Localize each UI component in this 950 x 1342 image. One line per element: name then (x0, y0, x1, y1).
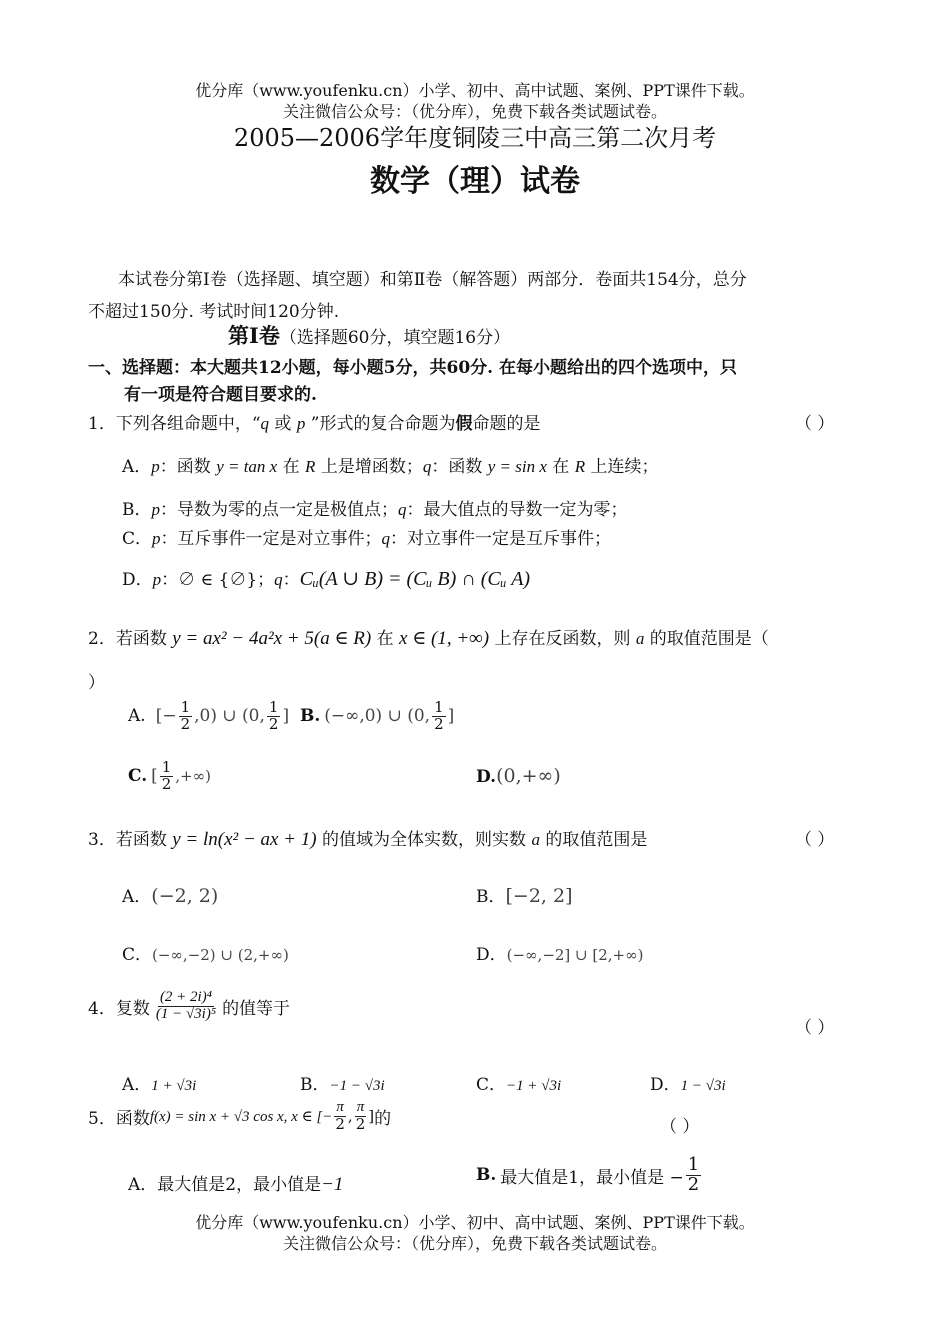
q3-t1: 若函数 (115, 830, 173, 850)
q4-b-label: B． (300, 1075, 330, 1095)
q5-a-value: −1 (321, 1174, 344, 1195)
q4-t2: 的值等于 (222, 998, 291, 1019)
q2-option-b (300, 700, 454, 733)
q2-option-d (476, 765, 561, 787)
q2-a-num-2: 1 (268, 698, 279, 716)
q2-c-label: C. (128, 766, 148, 787)
q5-option-a (128, 1170, 343, 1196)
q1-option-a (122, 452, 659, 477)
q1-a-t6: 上连续； (585, 457, 659, 477)
q5-a-label: A． (128, 1175, 158, 1195)
q4-b-value: −1 − √3i (329, 1078, 385, 1094)
part1-heading (228, 320, 510, 350)
q5-number: 5． (88, 1108, 116, 1129)
q2-a-label: A. (128, 706, 146, 727)
q1-number: 1． (88, 414, 116, 434)
q1-stem-c: 命题的是 (472, 414, 541, 434)
q1-option-d (122, 565, 530, 591)
q1-b-q: q (398, 500, 407, 519)
q1-a-formula-2: y = sin x (487, 457, 547, 476)
intro-line-1: 本试卷分第Ⅰ卷（选择题、填空题）和第Ⅱ卷（解答题）两部分．卷面共154分，总分 (118, 270, 747, 290)
q3-b-label: B． (476, 887, 506, 907)
q4-d-label: D． (650, 1075, 681, 1095)
q4-c-label: C． (476, 1075, 507, 1095)
q1-a-r1: R (305, 457, 316, 476)
q5-right: ] (368, 1107, 375, 1126)
q1-d-t2: ： (282, 570, 300, 590)
q1-a-p: p (151, 457, 160, 476)
q5-b-label: B. (476, 1165, 497, 1186)
q4-d-value: 1 − √3i (680, 1078, 726, 1094)
q2-b-left: (−∞,0) ∪ (0, (324, 706, 431, 727)
q2-t4: 的取值范围是（ (644, 629, 769, 649)
q2-c-left: [ (151, 766, 158, 787)
q2-option-a (128, 700, 289, 733)
q1-a-t1: ：函数 (159, 457, 217, 477)
q3-answer-paren: （ ） (795, 830, 835, 850)
q2-t2: 在 (371, 629, 400, 649)
q3-option-c (122, 940, 289, 965)
q5-answer-paren: （ ） (660, 1117, 700, 1137)
q2-a-den-2: 2 (268, 714, 279, 733)
q3-formula: y = ln(x² − ax + 1) (172, 829, 317, 850)
part1-note: （选择题60分，填空题16分） (279, 328, 511, 348)
q3-b-value: [−2, 2] (505, 885, 573, 907)
q1-a-label: A． (122, 457, 152, 477)
section1-line-2: 有一项是符合题目要求的. (124, 385, 317, 405)
q2-option-c (128, 760, 211, 793)
header-line-2: 关注微信公众号：（优分库），免费下载各类试题试卷。 (282, 102, 667, 121)
q5-num-2: π (356, 1099, 365, 1115)
q5-mid: , (347, 1107, 353, 1126)
q3-d-label: D． (476, 945, 507, 965)
q2-b-label: B. (300, 706, 321, 727)
q2-a-left: [− (155, 706, 177, 727)
header-line-1: 优分库（www.youfenku.cn）小学、初中、高中试题、案例、PPT课件下载。 (195, 81, 755, 100)
q1-c-label: C． (122, 529, 153, 549)
q2-var-a: a (635, 629, 645, 648)
q4-a-label: A． (122, 1075, 152, 1095)
q4-a-value: 1 + √3i (151, 1078, 197, 1094)
exam-subtitle: 数学（理）试卷 (370, 164, 580, 199)
q4-option-a (122, 1070, 196, 1095)
q1-c-t1: ：互斥事件一定是对立事件； (160, 529, 382, 549)
q3-number: 3． (88, 830, 116, 850)
q1-option-b (122, 495, 628, 520)
intro-line-2: 不超过150分. 考试时间120分钟. (88, 302, 340, 322)
q1-b-p: p (151, 500, 160, 519)
q1-a-q: q (422, 457, 432, 476)
q1-option-c (122, 524, 611, 549)
q5-b-text: 最大值是1，最小值是 − (500, 1167, 684, 1188)
q3-c-value: (−∞,−2) ∪ (2,+∞) (152, 946, 289, 964)
q1-a-t5: 在 (546, 457, 575, 477)
q4-c-value: −1 + √3i (506, 1078, 562, 1094)
q2-b-num: 1 (434, 698, 444, 716)
q5-b-num: 1 (687, 1154, 700, 1175)
q3-t2: 的值域为全体实数，则实数 (316, 830, 532, 850)
q5-den-1: 2 (335, 1114, 345, 1133)
q1-d-t1: ：∅ ∈ {∅}； (161, 570, 275, 590)
q1-c-t2: ：对立事件一定是互斥事件； (390, 529, 612, 549)
q4-denominator: (1 − √3i)⁵ (155, 1005, 217, 1022)
q1-stem-b: ”形式的复合命题为 (305, 414, 456, 434)
q2-a-right: ] (282, 706, 290, 727)
footer-line-1: 优分库（www.youfenku.cn）小学、初中、高中试题、案例、PPT课件下载。 (195, 1213, 755, 1232)
footer-line-2: 关注微信公众号：（优分库），免费下载各类试题试卷。 (282, 1234, 667, 1253)
q1-b-label: B． (122, 500, 152, 520)
q2-c-num: 1 (161, 758, 172, 776)
q5-option-b (476, 1156, 703, 1195)
q5-num-1: π (336, 1099, 344, 1115)
q2-stem (88, 624, 769, 650)
q5-t2: 的 (374, 1108, 392, 1129)
q4-option-b (300, 1070, 385, 1095)
q1-answer-paren: （ ） (795, 414, 835, 434)
q1-c-p: p (152, 529, 161, 548)
q2-close-paren: ） (88, 673, 105, 693)
q4-answer-paren: （ ） (795, 1018, 835, 1038)
q3-option-d (476, 940, 643, 965)
q1-a-t3: 上是增函数； (315, 457, 423, 477)
q2-a-num-1: 1 (180, 698, 191, 716)
q2-formula: y = ax² − 4a²x + 5(a ∈ R) (172, 628, 372, 649)
q2-domain: x ∈ (1, +∞) (399, 628, 490, 649)
q1-d-q: q (274, 570, 283, 589)
q3-option-a (122, 882, 218, 907)
q1-false-word: 假 (455, 414, 473, 434)
q5-formula: f(x) = sin x + √3 cos x, x ∈ [− (149, 1108, 333, 1125)
q3-t3: 的取值范围是 (539, 830, 648, 850)
q2-a-mid: ,0) ∪ (0, (194, 706, 265, 727)
part1-title: 第Ⅰ卷 (228, 323, 280, 348)
q1-b-t2: ：最大值点的导数一定为零； (406, 500, 628, 520)
q3-var-a: a (531, 830, 540, 849)
q2-b-right: ] (447, 706, 455, 727)
q3-a-value: (−2, 2) (151, 885, 219, 907)
q1-d-p: p (152, 570, 162, 589)
q1-d-label: D． (122, 570, 153, 590)
q4-numerator: (2 + 2i)⁴ (159, 989, 212, 1005)
q1-stem (88, 409, 540, 434)
q4-number: 4． (88, 998, 116, 1019)
q2-c-right: ,+∞) (175, 767, 212, 786)
q1-b-t1: ：导数为零的点一定是极值点； (160, 500, 398, 520)
q2-c-den: 2 (161, 774, 172, 793)
q5-stem (88, 1100, 391, 1133)
section1-line-1: 一、选择题：本大题共12小题，每小题5分，共60分. 在每小题给出的四个选项中，只 (88, 358, 737, 378)
q1-or: 或 (269, 414, 297, 434)
q3-option-b (476, 882, 573, 907)
q1-a-t2: 在 (277, 457, 306, 477)
q1-var-p: p (296, 414, 306, 433)
q2-d-label: D. (476, 767, 497, 787)
q1-a-t4: ：函数 (431, 457, 488, 477)
q1-d-formula: Cᵤ(A ∪ B) = (Cᵤ B) ∩ (Cᵤ A) (299, 568, 531, 590)
q5-t1: 函数 (115, 1108, 150, 1129)
q4-t1: 复数 (115, 998, 150, 1019)
q4-option-d (650, 1070, 726, 1095)
q5-a-text: 最大值是2，最小值是 (157, 1175, 322, 1195)
q4-option-c (476, 1070, 561, 1095)
q3-d-value: (−∞,−2] ∪ [2,+∞) (506, 946, 644, 964)
q3-a-label: A． (122, 887, 152, 907)
q1-c-q: q (381, 529, 391, 548)
q2-t1: 若函数 (115, 629, 173, 649)
q4-stem (88, 990, 290, 1023)
q2-number: 2． (88, 629, 116, 649)
q2-d-value: (0,+∞) (496, 765, 561, 787)
q5-den-2: 2 (355, 1114, 366, 1133)
q1-var-q: q (260, 414, 270, 433)
q3-c-label: C． (122, 945, 153, 965)
q2-a-den-1: 2 (180, 714, 191, 733)
exam-title: 2005—2006学年度铜陵三中高三第二次月考 (233, 124, 717, 152)
q1-stem-a: 下列各组命题中，“ (115, 414, 261, 434)
q2-t3: 上存在反函数，则 (489, 629, 636, 649)
q2-b-den: 2 (434, 714, 444, 733)
q1-a-formula-1: y = tan x (216, 457, 278, 476)
q1-a-r2: R (574, 457, 586, 476)
q3-stem (88, 825, 647, 851)
q5-b-den: 2 (687, 1173, 700, 1195)
